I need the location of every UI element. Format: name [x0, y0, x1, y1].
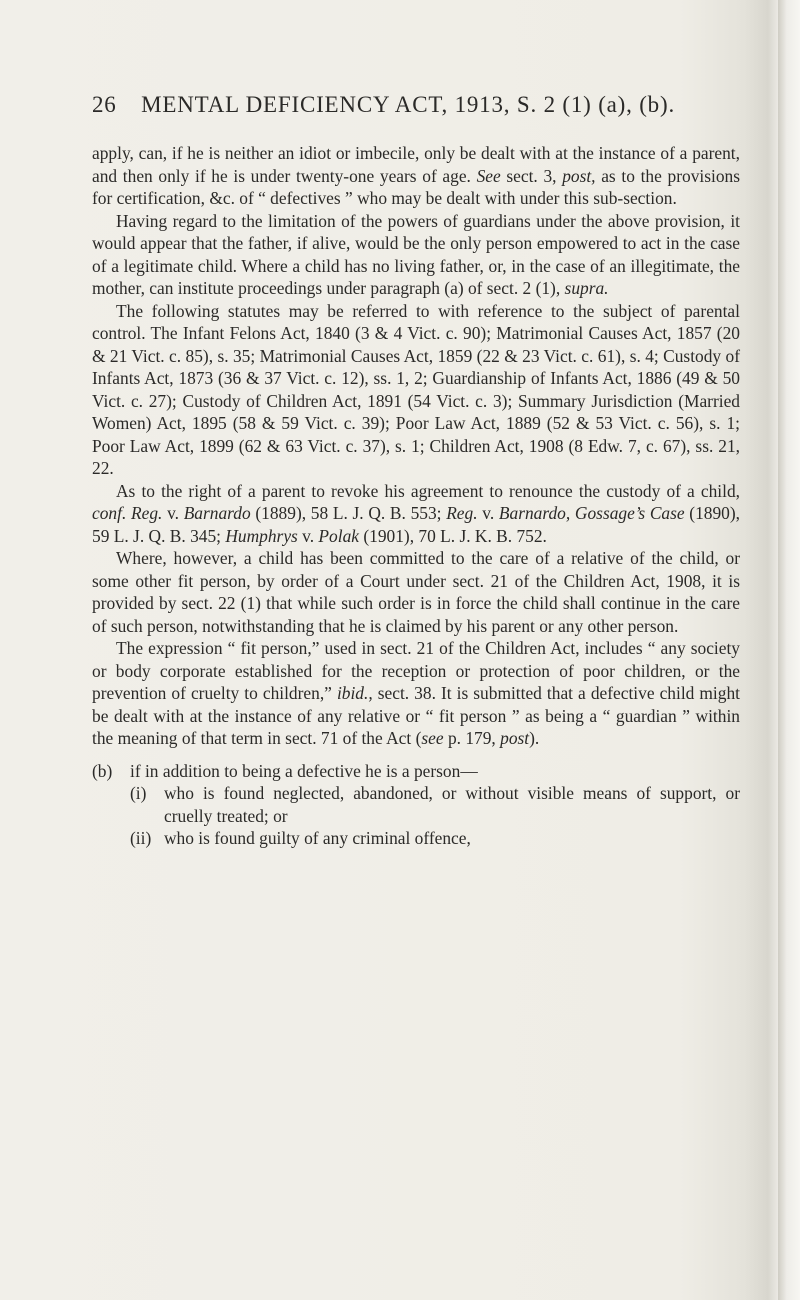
- clause-item-label: (i): [130, 783, 147, 803]
- clause-item-label: (ii): [130, 828, 152, 848]
- italic-text: see: [421, 728, 444, 748]
- italic-text: Polak: [318, 525, 359, 546]
- italic-text: Barnardo: [183, 503, 251, 523]
- italic-text: See: [476, 165, 501, 186]
- page-body: [92, 142, 740, 850]
- paragraph-list: [92, 142, 740, 750]
- text-run: apply, can, if he is neither an idiot or imbecile, only be dealt with at the instance of a parent, and then only if he is under twenty-one years of age.: [92, 143, 740, 186]
- clause-label: (b): [92, 760, 113, 781]
- text-run: v.: [162, 503, 184, 523]
- paragraph: [92, 210, 740, 300]
- clause-b: [92, 760, 740, 850]
- italic-text: Humphrys: [225, 525, 298, 546]
- italic-text: Reg.: [446, 503, 478, 523]
- paragraph: [92, 637, 740, 750]
- text-run: The expression “ fit person,” used in sect. 21 of the Children Act, includes “ any society or body corporate established for the reception or protection of poor children, or the prevention of cruelty to children,”: [92, 638, 740, 703]
- clause-item-text: who is found neglected, abandoned, or without visible means of support, or cruelly treated; or: [164, 783, 740, 826]
- paragraph: [92, 547, 740, 637]
- page-number: 26: [92, 92, 117, 117]
- text-run: v.: [477, 503, 499, 523]
- text-run: As to the right of a parent to revoke his agreement to renounce the custody of a child,: [116, 480, 740, 501]
- text-run: sect. 3,: [500, 165, 563, 186]
- text-run: v.: [297, 525, 319, 546]
- text-run: Where, however, a child has been committed to the care of a relative of the child, or some other fit person, by order of a Court under sect. 21 of the Children Act, 1908, it is provided by sect. 22 (1) that while such order is in force the child shall continue in the care of such person, notwithstanding that he is claimed by his parent or any other person.: [92, 548, 740, 636]
- clause-intro: if in addition to being a defective he is a person—: [130, 760, 478, 781]
- italic-text: conf. Reg.: [92, 503, 163, 523]
- paragraph: [92, 142, 740, 210]
- text-run: (1890), 59 L. J. Q. B. 345;: [92, 503, 741, 546]
- clause-b-intro-row: [92, 760, 740, 783]
- text-run: ).: [529, 728, 540, 748]
- paragraph: [92, 480, 740, 548]
- paragraph: [92, 300, 740, 480]
- running-header: [92, 92, 732, 118]
- text-run: The following statutes may be referred to with reference to the subject of parental control. The Infant Felons Act, 1840 (3 & 4 Vict. c. 90); Matrimonial Causes Act, 1857 (20 & 21 Vict. c. 85), s. 35; Matrimonial Causes Act, 1859 (22 & 23 Vict. c. 61), s. 4; Custody of Infants Act, 1873 (36 & 37 Vict. c. 12), ss. 1, 2; Guardianship of Infants Act, 1886 (49 & 50 Vict. c. 27); Custody of Children Act, 1891 (54 Vict. c. 3); Summary Jurisdiction (Married Women) Act, 1895 (58 & 59 Vict. c. 39); Poor Law Act, 1889 (52 & 53 Vict. c. 56), s. 1; Poor Law Act, 1899 (62 & 63 Vict. c. 37), s. 1; Children Act, 1908 (8 Edw. 7, c. 67), ss. 21, 22.: [92, 300, 740, 478]
- text-run: (1889), 58 L. J. Q. B. 553;: [250, 503, 447, 523]
- italic-text: supra.: [564, 278, 609, 298]
- italic-text: Barnardo, Gossage’s Case: [498, 503, 685, 523]
- text-run: p. 179,: [443, 728, 501, 748]
- page-edge: [778, 0, 800, 1300]
- italic-text: ibid.,: [336, 683, 373, 703]
- text-run: as to the provisions for certification, &c. of “ defectives ” who may be dealt with under this sub-section.: [92, 165, 740, 208]
- italic-text: post: [500, 728, 530, 748]
- clause-item-text: who is found guilty of any criminal offence,: [164, 828, 471, 848]
- text-run: (1901), 70 L. J. K. B. 752.: [359, 525, 547, 546]
- clause-item: [92, 827, 740, 850]
- clause-item: [92, 782, 740, 827]
- text-run: sect. 38. It is submitted that a defective child might be dealt with at the instance of any relative or “ fit person ” as being a “ guardian ” within the meaning of that term in sect. 71 of the Act (: [92, 683, 740, 748]
- running-title: MENTAL DEFICIENCY ACT, 1913, S. 2 (1) (a), (b).: [141, 92, 675, 117]
- text-run: Having regard to the limitation of the powers of guardians under the above provision, it would appear that the father, if alive, would be the only person empowered to act in the case of a legitimate child. Where a child has no living father, or, in the case of an illegitimate, the mother, can institute proceedings under paragraph (a) of sect. 2 (1),: [92, 210, 740, 298]
- italic-text: post,: [562, 165, 596, 186]
